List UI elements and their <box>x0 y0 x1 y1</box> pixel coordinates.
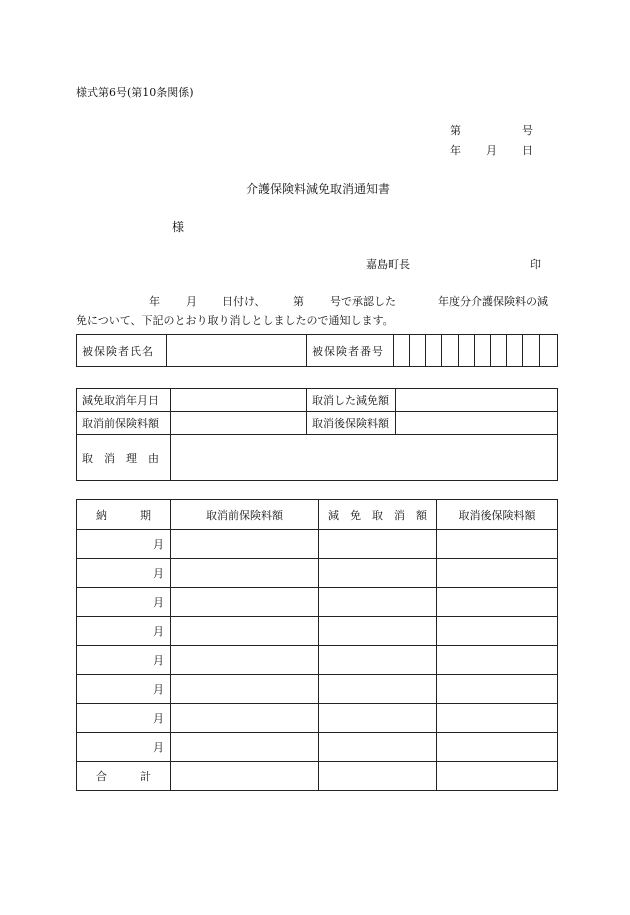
cancel-date-field[interactable] <box>171 389 307 412</box>
after-amount-label: 取消後保険料額 <box>307 412 396 435</box>
insured-number-digit[interactable] <box>540 335 558 367</box>
body-line2: 免について、下記のとおり取り消しとしましたので通知します。 <box>76 314 394 327</box>
table-row <box>77 675 558 704</box>
before-cell[interactable] <box>171 617 319 646</box>
cancel-info-table <box>76 388 558 481</box>
date-year: 年 <box>450 144 461 157</box>
body-go-shonin: 号で承認した <box>330 295 396 308</box>
insured-number-digit[interactable] <box>426 335 442 367</box>
total-label: 合 計 <box>77 762 171 791</box>
header-period: 納 期 <box>77 500 171 530</box>
document-title: 介護保険料減免取消通知書 <box>246 182 391 196</box>
body-gatsu: 月 <box>186 295 197 308</box>
total-cancel-cell[interactable] <box>319 762 437 791</box>
header-before: 取消前保険料額 <box>171 500 319 530</box>
date-day: 日 <box>522 144 533 157</box>
after-cell[interactable] <box>437 617 558 646</box>
number-go: 号 <box>522 124 533 137</box>
issuer-seal: 印 <box>530 258 541 271</box>
addressee-suffix: 様 <box>172 220 185 234</box>
reason-label: 取 消 理 由 <box>77 435 171 481</box>
cancel-date-label: 減免取消年月日 <box>77 389 171 412</box>
total-row <box>77 762 558 791</box>
month-label: 月 <box>77 646 171 675</box>
after-cell[interactable] <box>437 704 558 733</box>
reduced-amount-label: 取消した減免額 <box>307 389 396 412</box>
insured-number-label: 被保険者番号 <box>307 335 394 367</box>
body-hizuke: 日付け、 <box>222 295 266 308</box>
reason-field[interactable] <box>171 435 558 481</box>
insured-number-digit[interactable] <box>475 335 491 367</box>
cancel-cell[interactable] <box>319 588 437 617</box>
after-cell[interactable] <box>437 646 558 675</box>
body-nendo: 年度分介護保険料の減 <box>438 295 548 308</box>
cancel-cell[interactable] <box>319 559 437 588</box>
insured-number-digit[interactable] <box>410 335 426 367</box>
table-row <box>77 530 558 559</box>
month-label: 月 <box>77 704 171 733</box>
table-row <box>77 646 558 675</box>
cancel-cell[interactable] <box>319 733 437 762</box>
after-amount-field[interactable] <box>396 412 558 435</box>
before-amount-label: 取消前保険料額 <box>77 412 171 435</box>
total-before-cell[interactable] <box>171 762 319 791</box>
insured-table <box>76 334 558 367</box>
after-cell[interactable] <box>437 588 558 617</box>
table-row <box>77 733 558 762</box>
insured-number-digit[interactable] <box>491 335 507 367</box>
before-cell[interactable] <box>171 588 319 617</box>
before-cell[interactable] <box>171 675 319 704</box>
insured-number-digit[interactable] <box>459 335 475 367</box>
header-after: 取消後保険料額 <box>437 500 558 530</box>
after-cell[interactable] <box>437 559 558 588</box>
before-cell[interactable] <box>171 559 319 588</box>
month-label: 月 <box>77 733 171 762</box>
insured-name-field[interactable] <box>167 335 307 367</box>
date-month: 月 <box>486 144 497 157</box>
insured-number-digit[interactable] <box>523 335 540 367</box>
after-cell[interactable] <box>437 733 558 762</box>
body-dai: 第 <box>293 295 304 308</box>
before-cell[interactable] <box>171 530 319 559</box>
month-label: 月 <box>77 617 171 646</box>
month-label: 月 <box>77 530 171 559</box>
cancel-cell[interactable] <box>319 704 437 733</box>
cancel-cell[interactable] <box>319 675 437 704</box>
table-row <box>77 704 558 733</box>
total-after-cell[interactable] <box>437 762 558 791</box>
number-dai: 第 <box>450 124 461 137</box>
table-row <box>77 588 558 617</box>
body-nen: 年 <box>149 295 160 308</box>
insured-number-digit[interactable] <box>394 335 410 367</box>
header-cancel: 減 免 取 消 額 <box>319 500 437 530</box>
month-label: 月 <box>77 675 171 704</box>
issuer-name: 嘉島町長 <box>366 258 410 271</box>
table-row <box>77 559 558 588</box>
month-label: 月 <box>77 559 171 588</box>
table-row <box>77 617 558 646</box>
before-cell[interactable] <box>171 646 319 675</box>
cancel-cell[interactable] <box>319 530 437 559</box>
cancel-cell[interactable] <box>319 617 437 646</box>
reduced-amount-field[interactable] <box>396 389 558 412</box>
insured-name-label: 被保険者氏名 <box>77 335 167 367</box>
insured-number-digit[interactable] <box>507 335 523 367</box>
payment-table <box>76 499 558 791</box>
after-cell[interactable] <box>437 675 558 704</box>
cancel-cell[interactable] <box>319 646 437 675</box>
month-label: 月 <box>77 588 171 617</box>
after-cell[interactable] <box>437 530 558 559</box>
before-amount-field[interactable] <box>171 412 307 435</box>
form-id: 様式第6号(第10条関係) <box>76 86 194 99</box>
insured-number-digit[interactable] <box>442 335 459 367</box>
before-cell[interactable] <box>171 733 319 762</box>
before-cell[interactable] <box>171 704 319 733</box>
